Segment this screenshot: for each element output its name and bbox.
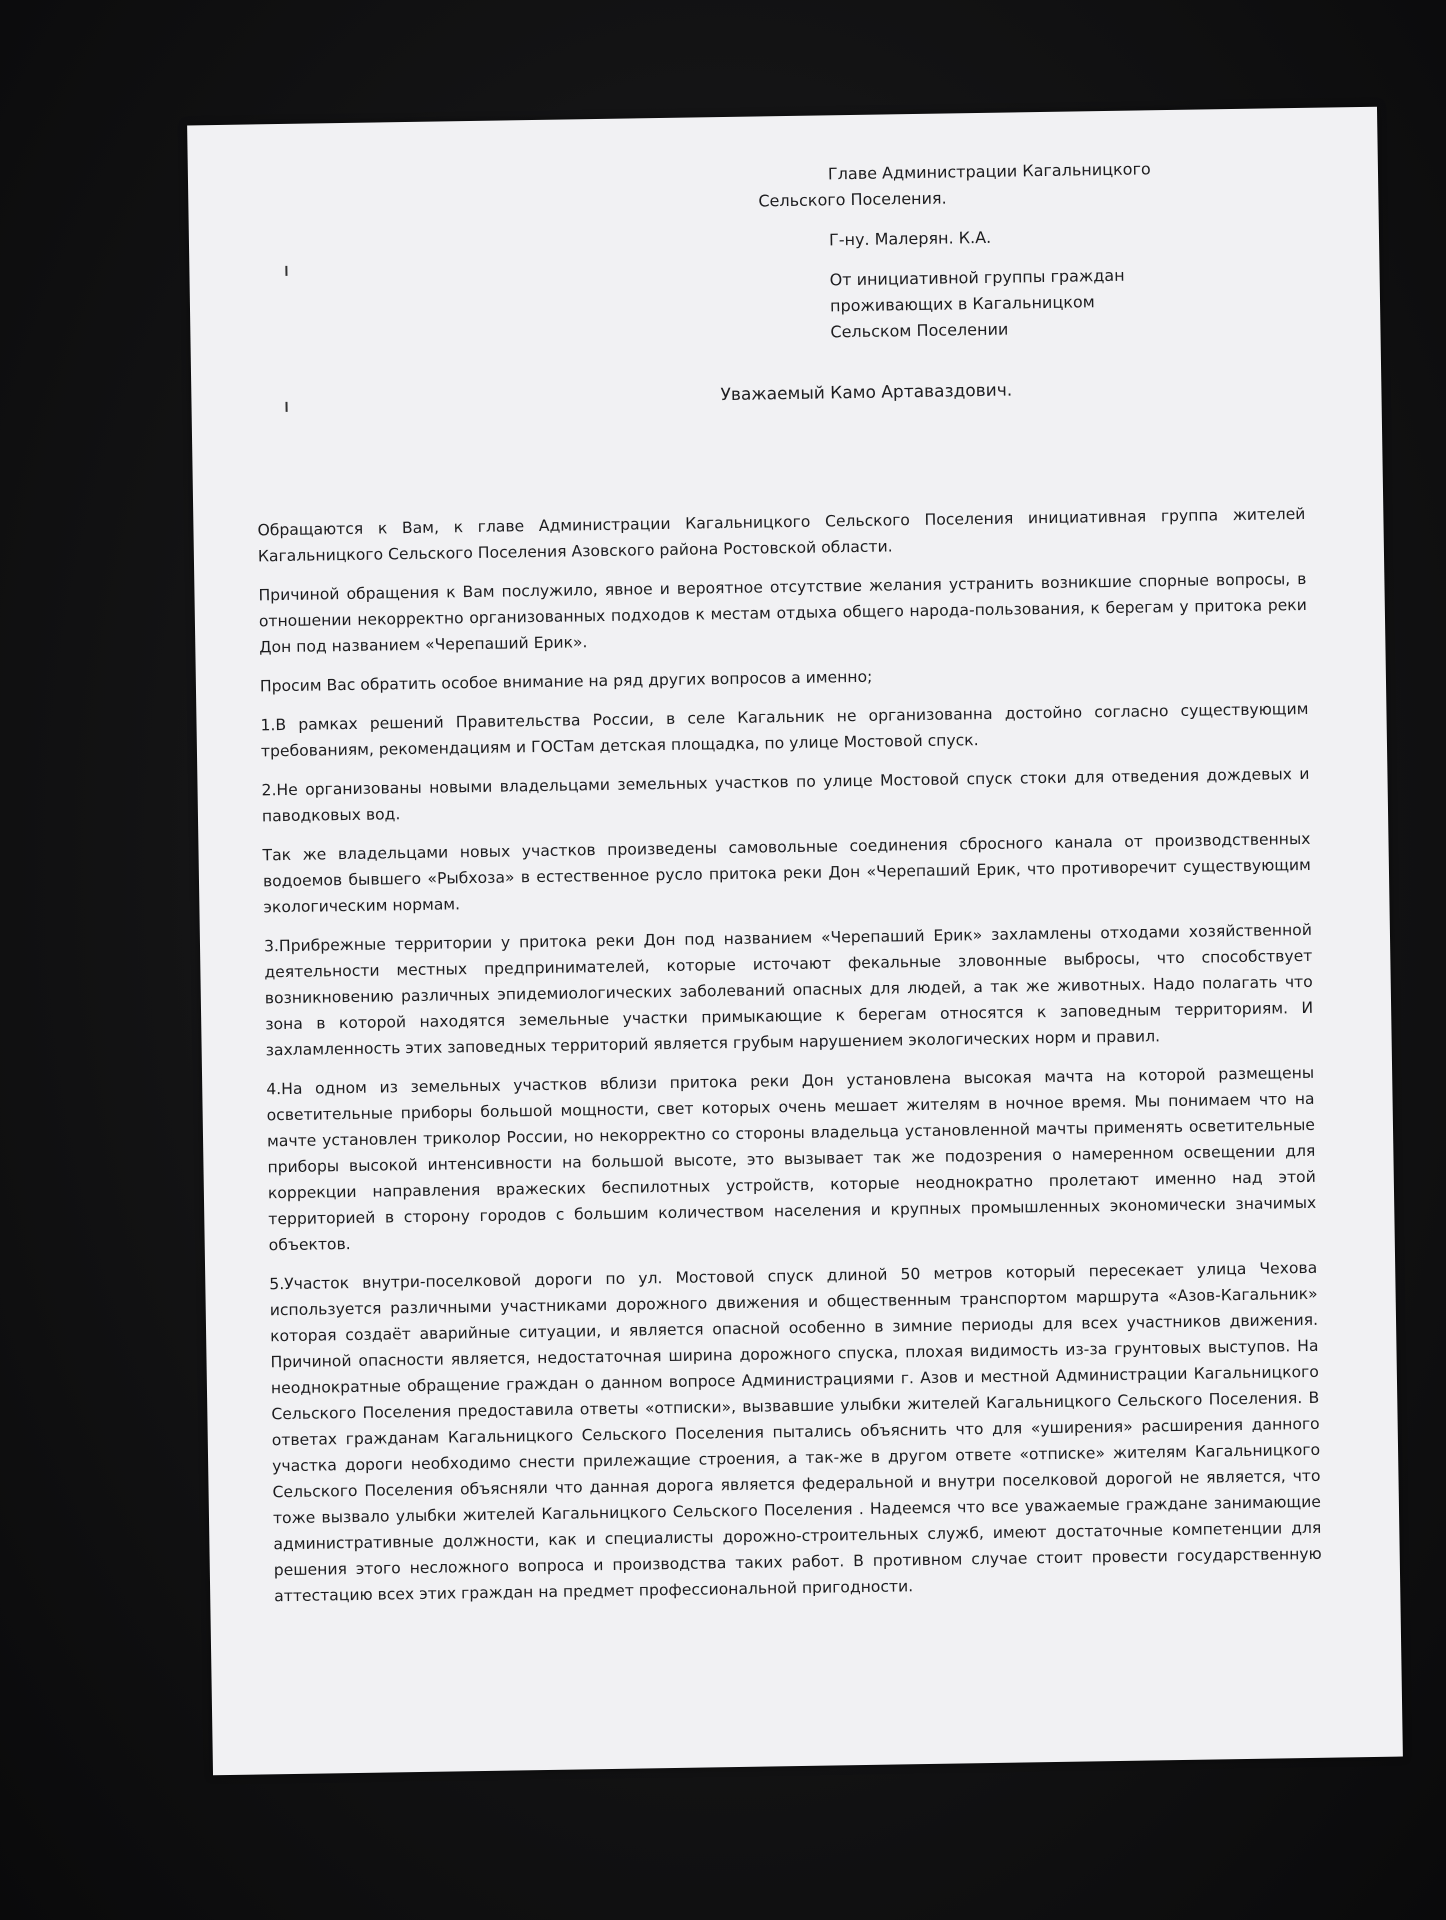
letter-body [257,501,1322,1622]
sender-line-1: От инициативной группы граждан [829,265,1125,290]
paragraph-item-3: 3.Прибрежные территории у притока реки Дон под названием «Черепаший Ерик» захламлены отходами хозяйственной деятельности местных предпринимателей, которые источают фекальные зловонные выбросы, что способствует возникновению различных эпидемиологических заболеваний опасных для людей, а так же животных. Надо полагать что зона в которой находятся земельные участки примыкающие к берегам относятся к заповедным территориям. И захламленность этих заповедных территорий является грубым нарушением экологических норм и правил. [263,920,1314,1060]
ink-speck [285,266,287,276]
addressee-block [758,154,1271,345]
paragraph-request: Просим Вас обратить особое внимание на ряд других вопросов а именно; [259,667,873,696]
paragraph-item-2: 2.Не организованы новыми владельцами земельных участков по улице Мостовой спуск стоки для отведения дождевых и паводковых вод. [261,764,1310,826]
paragraph-item-2-cont: Так же владельцами новых участков произведены самовольные соединения сбросного канала от производственных водоемов бывшего «Рыбхоза» в естественное русло притока реки Дон «Черепаший Ерик, что противоречит существующим экологическим нормам. [262,829,1312,917]
addressee-line-2: Сельского Поселения. [758,188,947,211]
paragraph-item-1: 1.В рамках решений Правительства России, в селе Кагальник не организованна достойно согласно существующим требованиям, рекомендациям и ГОСТам детская площадка, по улице Мостовой спуск. [260,699,1309,761]
sender-line-2: проживающих в Кагальницком [829,292,1095,316]
paragraph-item-4: 4.На одном из земельных участков вблизи притока реки Дон установлена высокая мачта на которой размещены осветительные приборы большой мощности, свет которых очень мешает жителям в ночное время. Мы понимаем что на мачте установлен триколор России, но некорректно со стороны владельца установленной мачты применять осветительные приборы высокой интенсивности на большой высоте, это вызывает так же подозрения о намеренном освещении для коррекции направления вражеских беспилотных устройств, которые неоднократно пролетают именно над этой территорией в сторону городов с большим количеством населения и крупных промышленных экономически значимых объектов. [266,1063,1317,1255]
letter-sheet [187,107,1403,1775]
paragraph-reason: Причиной обращения к Вам послужило, явное и вероятное отсутствие желания устранить возникшие спорные вопросы, в отношении некорректно организованных подходов к местам отдыха общего народа-пользования, к берегам у притока реки Дон под названием «Черепаший Ерик». [258,569,1307,657]
sender-line-3: Сельском Поселении [830,319,1009,342]
salutation: Уважаемый Камо Артаваздович. [720,380,1013,406]
paragraph-item-5: 5.Участок внутри-поселковой дороги по ул. Мостовой спуск длиной 50 метров который пересекает улица Чехова используется различными участниками дорожного движения и общественным транспортом маршрута «Азов-Кагальник» которая создаёт аварийные ситуации, и является опасной особенно в зимние периоды для всех участников движения. Причиной опасности является, недостаточная ширина дорожного спуска, плохая видимость из-за грунтовых выступов. На неоднократные обращение граждан о данном вопросе Администрациями г. Азов и местной Администрации Кагальницкого Сельского Поселения предоставила ответы «отписки», вызвавшие улыбки жителей Кагальницкого Сельского Поселения. В ответах гражданам Кагальницкого Сельского Поселения пытались объяснить что для «уширения» расширения данного участка дороги необходимо снести прилежащие строения, а так-же в другом ответе «отписке» жителям Кагальницкого Сельского Поселения объясняли что данная дорога является федеральной и внутри поселковой дорогой не является, что тоже вызвало улыбки жителей Кагальницкого Сельского Поселения . Надеемся что все уважаемые граждане занимающие административные должности, как и специалисты дорожно-строительных служб, имеют достаточные компетенции для решения этого несложного вопроса и производства таких работ. В противном случае стоит провести государственную аттестацию всех этих граждан на предмет профессиональной пригодности. [269,1258,1322,1606]
paragraph-intro: Обращаются к Вам, к главе Администрации Кагальницкого Сельского Поселения инициативная группа жителей Кагальницкого Сельского Поселения Азовского района Ростовской области. [257,504,1306,566]
addressee-name: Г-ну. Малерян. К.А. [828,227,992,250]
addressee-line-1: Главе Администрации Кагальницкого [827,159,1151,184]
